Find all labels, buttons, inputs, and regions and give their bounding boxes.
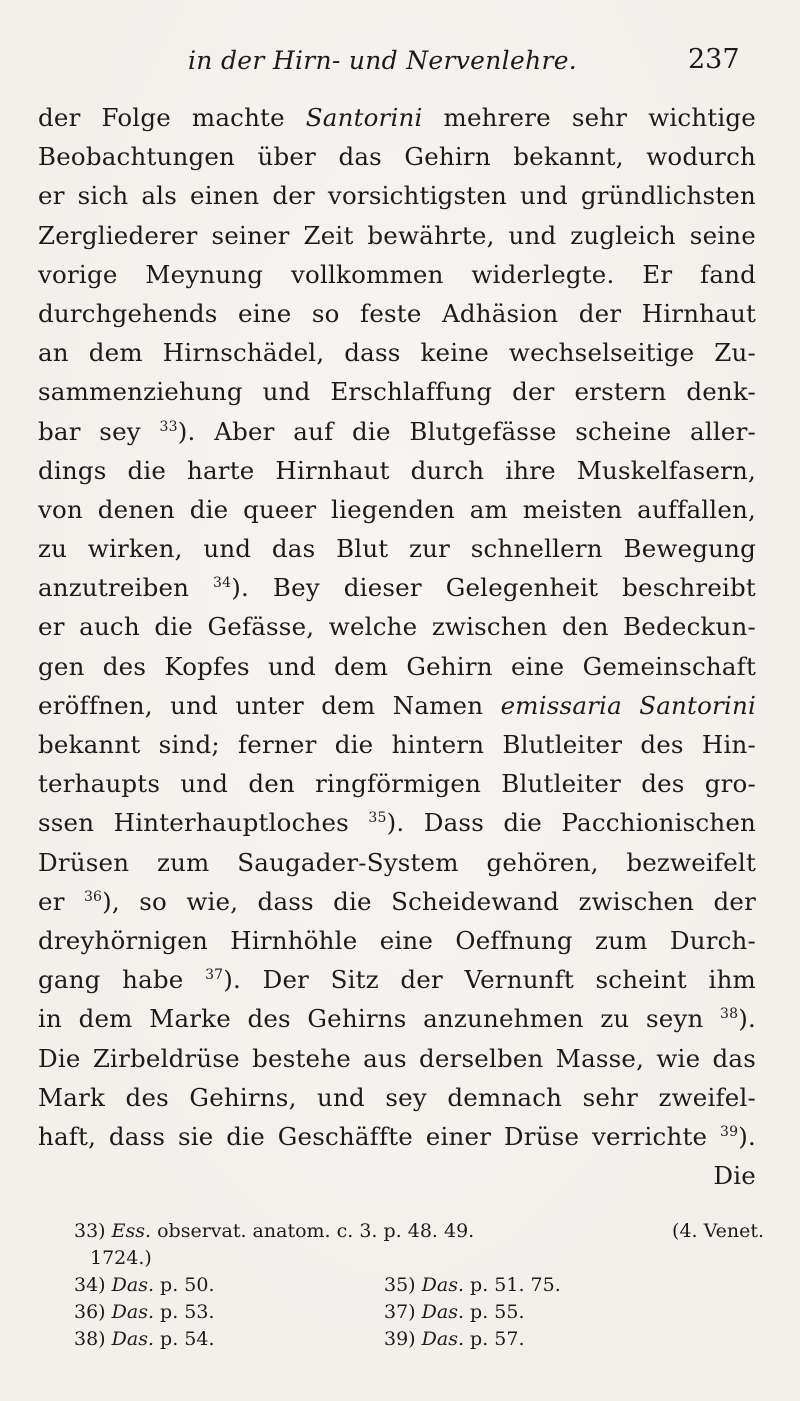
footnote-33 [74,1218,764,1245]
running-head: in der Hirn- und Nervenlehre. [188,46,578,75]
footnote-text: p. 57. [464,1328,525,1350]
footnote-reference: 36 [83,888,103,905]
text-line [38,294,756,333]
footnote-number: 33) [74,1220,106,1242]
text-segment: dings die harte Hirnhaut durch ihre Muskelfasern, [38,455,756,485]
text-segment: haft, dass sie die Geschäffte einer Drüse verrichte [38,1121,721,1151]
text-segment: ). Der Sitz der Vernunft scheint ihm [223,965,756,995]
page-number: 237 [688,44,740,75]
text-line [38,843,756,882]
text-segment: anzutreiben [38,573,214,603]
footnote-35 [384,1272,561,1299]
text-segment: vorige Meynung vollkommen widerlegte. Er fand [38,259,756,289]
text-segment: terhaupts und den ringförmigen Blutleiter des gro- [38,769,756,799]
text-segment: ). Dass die Pacchionischen [386,808,756,838]
text-segment: bar sey [38,416,160,446]
text-line [38,372,756,411]
text-segment: ). [738,1004,756,1034]
text-segment: Drüsen zum Saugader-System gehören, bezweifelt [38,847,756,877]
footnote-reference: 35 [368,810,387,827]
footnote-33-continuation: 1724.) [90,1247,152,1269]
footnote-36 [74,1299,215,1326]
text-segment: Die Zirbeldrüse bestehe aus derselben Masse, wie das [38,1043,756,1073]
italic-name: Santorini [305,103,423,132]
text-line [38,529,756,568]
text-line [38,803,756,842]
text-line [38,960,756,999]
text-line [38,412,756,451]
footnote-row [74,1272,764,1299]
footnote-source: Das. [421,1301,464,1323]
text-segment: er sich als einen der vorsichtigsten und gründlichsten [38,181,756,211]
text-segment: dreyhörnigen Hirnhöhle eine Oeffnung zum Durch- [38,925,756,955]
text-segment: er [38,886,84,916]
text-line [38,686,756,725]
footnote-reference: 39 [720,1123,739,1140]
text-line [38,764,756,803]
text-segment: Mark des Gehirns, und sey demnach sehr zweifel- [38,1082,756,1112]
footnote-reference: 37 [205,967,224,984]
footnote-row [74,1326,764,1353]
text-segment: gen des Kopfes und dem Gehirn eine Gemeinschaft [38,651,756,681]
text-line [38,921,756,960]
text-segment: an dem Hirnschädel, dass keine wechselseitige Zu- [38,338,756,368]
text-line [38,725,756,764]
text-line [38,490,756,529]
text-segment: eröffnen, und unter dem Namen [38,690,501,720]
footnotes [74,1218,764,1353]
footnote-source: Das. [111,1328,154,1350]
text-line [38,647,756,686]
text-segment: mehrere sehr wichtige [422,103,756,132]
footnote-number: 38) [74,1328,106,1350]
footnote-reference: 34 [213,575,232,592]
footnote-number: 37) [384,1301,416,1323]
text-line [38,333,756,372]
footnote-34 [74,1272,215,1299]
text-segment: ). [738,1121,756,1151]
footnote-source: Das. [421,1274,464,1296]
text-line [38,137,756,176]
footnote-text: p. 54. [154,1328,215,1350]
text-segment: in dem Marke des Gehirns anzunehmen zu seyn [38,1004,721,1034]
footnote-text: p. 51. 75. [464,1274,561,1296]
footnote-number: 39) [384,1328,416,1350]
text-segment: gang habe [38,965,206,995]
footnote-source: Das. [421,1328,464,1350]
footnote-text: p. 50. [154,1274,215,1296]
footnote-39 [384,1326,525,1353]
catchword: Die [713,1161,756,1191]
footnote-38 [74,1326,215,1353]
footnote-text: p. 55. [464,1301,525,1323]
text-line [38,176,756,215]
text-line [38,216,756,255]
text-segment: von denen die queer liegenden am meisten auffallen, [38,494,756,524]
text-segment: sammenziehung und Erschlaffung der erstern denk- [38,377,756,407]
text-segment: durchgehends eine so feste Adhäsion der Hirnhaut [38,298,756,328]
body-text [38,98,756,1195]
footnote-reference: 33 [159,418,178,435]
text-line [38,1078,756,1117]
text-segment: Beobachtungen über das Gehirn bekannt, wodurch [38,142,756,172]
footnote-row [74,1299,764,1326]
footnote-source: Das. [111,1274,154,1296]
footnote-number: 36) [74,1301,106,1323]
text-line [38,568,756,607]
text-line [38,1117,756,1156]
text-line [38,255,756,294]
footnote-reference: 38 [720,1006,739,1023]
text-line [38,98,756,137]
footnote-source: Ess. [111,1220,152,1242]
text-segment: der Folge machte [38,103,306,132]
text-line [38,451,756,490]
text-segment: zu wirken, und das Blut zur schnellern Bewegung [38,534,756,564]
text-segment: er auch die Gefässe, welche zwischen den Bedeckun- [38,612,756,642]
page-header [0,44,800,84]
footnote-37 [384,1299,525,1326]
text-line [38,882,756,921]
footnote-text: observat. anatom. c. 3. p. 48. 49. [151,1220,475,1242]
footnote-source: Das. [111,1301,154,1323]
text-segment: bekannt sind; ferner die hintern Blutleiter des Hin- [38,730,756,759]
text-line [38,999,756,1038]
footnote-number: 34) [74,1274,106,1296]
text-segment: ). Bey dieser Gelegenheit beschreibt [231,573,756,603]
text-segment: Zergliederer seiner Zeit bewährte, und zugleich seine [38,220,756,250]
footnote-text: p. 53. [154,1301,215,1323]
footnote-tail: (4. Venet. [672,1220,764,1242]
footnote-number: 35) [384,1274,416,1296]
text-line [38,1039,756,1078]
text-segment: ssen Hinterhauptloches [38,808,369,838]
text-segment: ), so wie, dass die Scheidewand zwischen der [102,886,756,916]
text-line [38,607,756,646]
text-segment: ). Aber auf die Blutgefässe scheine aller- [177,416,757,446]
italic-name: emissaria Santorini [500,690,756,720]
